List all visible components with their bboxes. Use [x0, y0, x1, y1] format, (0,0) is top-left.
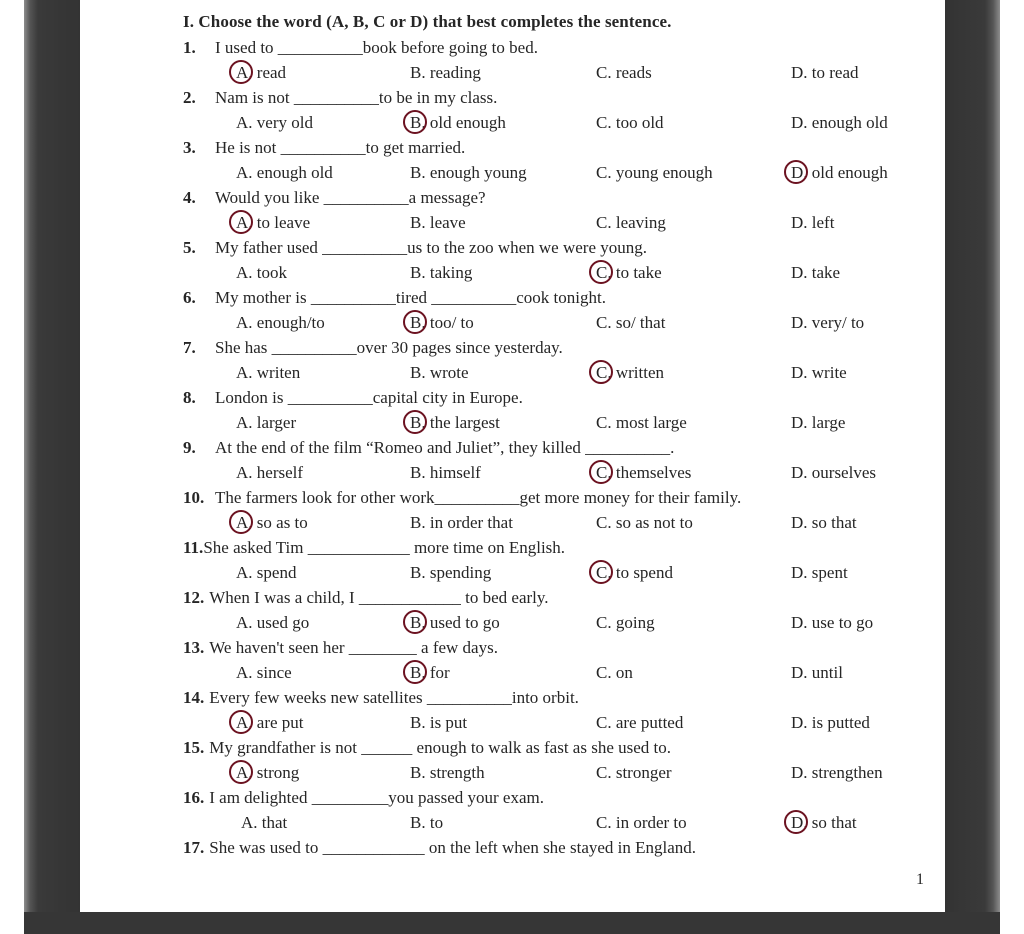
option-letter: C. — [596, 413, 612, 432]
question-text: Nam is not __________to be in my class. — [215, 88, 498, 107]
option-letter: C. — [596, 163, 612, 182]
answer-option[interactable] — [241, 813, 287, 833]
answer-option[interactable] — [791, 313, 864, 333]
option-letter: C. — [596, 763, 612, 782]
option-text: old enough — [429, 113, 506, 132]
question-stem — [183, 338, 563, 358]
option-letter: B. — [410, 763, 426, 782]
option-text: for — [429, 663, 450, 682]
question-text: She was used to ____________ on the left when she stayed in England. — [209, 838, 697, 857]
circled-answer-letter: B. — [410, 663, 426, 682]
answer-option[interactable] — [791, 213, 834, 233]
option-text: to — [429, 813, 444, 832]
option-text: take — [811, 263, 841, 282]
circled-answer-letter: C. — [596, 463, 612, 482]
circled-answer-letter: A. — [236, 713, 253, 732]
option-text: write — [811, 363, 847, 382]
option-text: taking — [429, 263, 473, 282]
option-text: so as to — [256, 513, 308, 532]
circled-answer-letter: B. — [410, 613, 426, 632]
option-letter: D. — [791, 313, 808, 332]
question-text: Every few weeks new satellites __________into orbit. — [209, 688, 579, 707]
option-text: spending — [429, 563, 492, 582]
question-number: 7. — [183, 338, 196, 357]
option-text: so/ that — [615, 313, 666, 332]
question-stem — [183, 838, 696, 858]
question-number: 3. — [183, 138, 196, 157]
option-text: used to go — [429, 613, 500, 632]
answer-option[interactable] — [236, 563, 296, 583]
option-text: large — [811, 413, 846, 432]
option-text: strengthen — [811, 763, 883, 782]
option-letter: A. — [241, 813, 258, 832]
option-letter: D. — [791, 513, 808, 532]
option-text: is putted — [811, 713, 870, 732]
answer-option[interactable] — [236, 463, 303, 483]
option-text: to take — [615, 263, 662, 282]
option-text: to leave — [256, 213, 311, 232]
question-text: He is not __________to get married. — [215, 138, 466, 157]
page-number: 1 — [916, 871, 924, 888]
option-text: to spend — [615, 563, 673, 582]
option-letter: D. — [791, 613, 808, 632]
option-text: left — [811, 213, 835, 232]
option-letter: B. — [410, 363, 426, 382]
option-text: leaving — [615, 213, 666, 232]
section-heading: I. Choose the word (A, B, C or D) that best completes the sentence. — [183, 12, 672, 31]
option-letter: B. — [410, 163, 426, 182]
question-stem — [183, 738, 671, 758]
answer-option[interactable] — [791, 63, 859, 83]
option-text: read — [256, 63, 287, 82]
option-text: in order to — [615, 813, 687, 832]
question-text: The farmers look for other work__________get more money for their family. — [215, 488, 742, 507]
option-text: enough old — [256, 163, 333, 182]
question-text: When I was a child, I ____________ to bed early. — [209, 588, 549, 607]
viewer-frame-left — [24, 0, 80, 934]
option-text: are putted — [615, 713, 684, 732]
answer-option[interactable] — [236, 513, 308, 533]
answer-option[interactable] — [410, 413, 500, 433]
option-letter: A. — [236, 313, 253, 332]
answer-option[interactable] — [596, 463, 691, 483]
option-letter: B. — [410, 713, 426, 732]
answer-option[interactable] — [596, 113, 664, 133]
answer-option[interactable] — [791, 363, 847, 383]
option-letter: A. — [236, 463, 253, 482]
answer-option[interactable] — [410, 263, 472, 283]
option-text: took — [256, 263, 288, 282]
question-text: London is __________capital city in Europe. — [215, 388, 523, 407]
option-letter: D. — [791, 563, 808, 582]
option-letter: C. — [596, 813, 612, 832]
option-letter: A. — [236, 413, 253, 432]
question-number: 6. — [183, 288, 196, 307]
option-letter: A. — [236, 163, 253, 182]
answer-option[interactable] — [236, 163, 333, 183]
circled-answer-letter: A. — [236, 513, 253, 532]
answer-option[interactable] — [236, 713, 304, 733]
option-letter: C. — [596, 613, 612, 632]
option-text: enough/to — [256, 313, 325, 332]
answer-option[interactable] — [596, 713, 683, 733]
question-text: Would you like __________a message? — [215, 188, 486, 207]
option-text: written — [615, 363, 664, 382]
answer-option[interactable] — [410, 463, 481, 483]
answer-option[interactable] — [410, 63, 481, 83]
answer-option[interactable] — [410, 713, 467, 733]
question-text: She has __________over 30 pages since yesterday. — [215, 338, 563, 357]
answer-option[interactable] — [791, 163, 888, 183]
question-stem — [183, 238, 647, 258]
option-text: young enough — [615, 163, 713, 182]
option-text: too/ to — [429, 313, 474, 332]
option-letter: D. — [791, 663, 808, 682]
answer-option[interactable] — [596, 263, 662, 283]
answer-option[interactable] — [596, 813, 687, 833]
question-stem — [183, 38, 538, 58]
answer-option[interactable] — [791, 713, 870, 733]
question-number: 17. — [183, 838, 205, 857]
option-text: himself — [429, 463, 481, 482]
option-text: the largest — [429, 413, 500, 432]
option-text: old enough — [811, 163, 888, 182]
question-text: My mother is __________tired __________cook tonight. — [215, 288, 606, 307]
option-text: enough old — [811, 113, 888, 132]
circled-answer-letter: A. — [236, 213, 253, 232]
option-letter: C. — [596, 663, 612, 682]
option-letter: B. — [410, 463, 426, 482]
question-number: 1. — [183, 38, 196, 57]
option-text: stronger — [615, 763, 672, 782]
option-letter: D. — [791, 363, 808, 382]
option-letter: A. — [236, 663, 253, 682]
answer-option[interactable] — [596, 63, 652, 83]
option-text: reading — [429, 63, 481, 82]
question-text: She asked Tim ____________ more time on English. — [203, 538, 566, 557]
document-page — [80, 0, 945, 912]
answer-option[interactable] — [410, 313, 474, 333]
option-text: herself — [256, 463, 304, 482]
answer-option[interactable] — [791, 663, 843, 683]
question-stem — [183, 388, 523, 408]
question-number: 10. — [183, 488, 205, 507]
option-text: use to go — [811, 613, 874, 632]
option-text: leave — [429, 213, 466, 232]
answer-option[interactable] — [791, 813, 857, 833]
circled-answer-letter: C. — [596, 363, 612, 382]
option-letter: D. — [791, 213, 808, 232]
option-letter: D. — [791, 413, 808, 432]
option-letter: D. — [791, 113, 808, 132]
option-letter: B. — [410, 813, 426, 832]
answer-option[interactable] — [410, 813, 443, 833]
question-stem — [183, 538, 565, 558]
question-number: 4. — [183, 188, 196, 207]
viewer-frame-bottom — [24, 912, 1000, 934]
circled-answer-letter: C. — [596, 563, 612, 582]
answer-option[interactable] — [410, 563, 491, 583]
option-letter: C. — [596, 213, 612, 232]
option-letter: B. — [410, 563, 426, 582]
option-text: going — [615, 613, 655, 632]
answer-option[interactable] — [791, 563, 848, 583]
answer-option[interactable] — [791, 763, 883, 783]
option-text: so that — [811, 813, 857, 832]
answer-option[interactable] — [236, 413, 296, 433]
option-text: that — [261, 813, 288, 832]
answer-option[interactable] — [236, 263, 287, 283]
viewer-frame-right — [945, 0, 1000, 934]
option-text: strength — [429, 763, 485, 782]
question-stem — [183, 188, 486, 208]
option-text: so that — [811, 513, 857, 532]
option-text: themselves — [615, 463, 692, 482]
option-text: on — [615, 663, 633, 682]
option-text: used go — [256, 613, 310, 632]
question-number: 11. — [183, 538, 204, 557]
question-number: 8. — [183, 388, 196, 407]
option-letter: C. — [596, 513, 612, 532]
option-letter: B. — [410, 263, 426, 282]
answer-option[interactable] — [410, 763, 485, 783]
circled-answer-letter: D. — [791, 813, 808, 832]
answer-option[interactable] — [596, 363, 664, 383]
option-text: larger — [256, 413, 297, 432]
question-text: We haven't seen her ________ a few days. — [209, 638, 498, 657]
question-text: At the end of the film “Romeo and Juliet”, they killed __________. — [215, 438, 675, 457]
option-letter: C. — [596, 113, 612, 132]
option-text: to read — [811, 63, 859, 82]
circled-answer-letter: B. — [410, 413, 426, 432]
option-letter: B. — [410, 213, 426, 232]
option-letter: A. — [236, 563, 253, 582]
option-letter: D. — [791, 463, 808, 482]
answer-option[interactable] — [236, 763, 299, 783]
answer-option[interactable] — [791, 613, 873, 633]
answer-option[interactable] — [596, 413, 687, 433]
option-text: until — [811, 663, 843, 682]
question-stem — [183, 438, 674, 458]
option-text: is put — [429, 713, 468, 732]
option-text: enough young — [429, 163, 527, 182]
circled-answer-letter: B. — [410, 313, 426, 332]
option-letter: C. — [596, 63, 612, 82]
question-number: 16. — [183, 788, 205, 807]
answer-option[interactable] — [236, 213, 310, 233]
question-stem — [183, 788, 544, 808]
option-text: wrote — [429, 363, 469, 382]
answer-option[interactable] — [791, 263, 840, 283]
option-text: too old — [615, 113, 664, 132]
question-number: 9. — [183, 438, 196, 457]
answer-option[interactable] — [791, 113, 888, 133]
option-text: ourselves — [811, 463, 876, 482]
answer-option[interactable] — [791, 413, 845, 433]
option-letter: D. — [791, 713, 808, 732]
answer-option[interactable] — [596, 613, 655, 633]
answer-option[interactable] — [410, 613, 500, 633]
option-text: reads — [615, 63, 652, 82]
question-stem — [183, 688, 579, 708]
option-letter: C. — [596, 313, 612, 332]
question-text: I am delighted _________you passed your exam. — [209, 788, 544, 807]
option-letter: C. — [596, 713, 612, 732]
option-letter: D. — [791, 763, 808, 782]
option-letter: A. — [236, 363, 253, 382]
question-number: 5. — [183, 238, 196, 257]
option-text: so as not to — [615, 513, 693, 532]
question-number: 2. — [183, 88, 196, 107]
option-text: in order that — [429, 513, 513, 532]
answer-option[interactable] — [410, 213, 466, 233]
option-text: very/ to — [811, 313, 865, 332]
option-text: strong — [256, 763, 300, 782]
answer-option[interactable] — [236, 613, 309, 633]
answer-option[interactable] — [596, 663, 633, 683]
option-text: spent — [811, 563, 848, 582]
answer-option[interactable] — [236, 663, 292, 683]
answer-option[interactable] — [791, 513, 857, 533]
answer-option[interactable] — [410, 513, 513, 533]
answer-option[interactable] — [596, 163, 713, 183]
option-letter: A. — [236, 113, 253, 132]
answer-option[interactable] — [596, 313, 665, 333]
option-text: spend — [256, 563, 297, 582]
answer-option[interactable] — [596, 513, 693, 533]
answer-option[interactable] — [596, 563, 673, 583]
option-text: writen — [256, 363, 301, 382]
answer-option[interactable] — [596, 763, 672, 783]
option-letter: D. — [791, 63, 808, 82]
answer-option[interactable] — [410, 163, 527, 183]
option-text: very old — [256, 113, 313, 132]
option-letter: A. — [236, 613, 253, 632]
option-letter: B. — [410, 63, 426, 82]
question-number: 13. — [183, 638, 205, 657]
question-text: My father used __________us to the zoo when we were young. — [215, 238, 647, 257]
circled-answer-letter: A. — [236, 763, 253, 782]
answer-option[interactable] — [236, 63, 286, 83]
answer-option[interactable] — [791, 463, 876, 483]
circled-answer-letter: D. — [791, 163, 808, 182]
answer-option[interactable] — [236, 313, 325, 333]
option-letter: D. — [791, 263, 808, 282]
circled-answer-letter: C. — [596, 263, 612, 282]
answer-option[interactable] — [410, 663, 450, 683]
answer-option[interactable] — [236, 363, 300, 383]
question-stem — [183, 138, 465, 158]
answer-option[interactable] — [410, 363, 469, 383]
option-letter: A. — [236, 263, 253, 282]
question-stem — [183, 588, 549, 608]
option-text: are put — [256, 713, 304, 732]
answer-option[interactable] — [236, 113, 313, 133]
option-text: since — [256, 663, 292, 682]
question-stem — [183, 638, 498, 658]
question-text: I used to __________book before going to bed. — [215, 38, 538, 57]
question-stem — [183, 488, 741, 508]
option-text: most large — [615, 413, 687, 432]
option-letter: B. — [410, 513, 426, 532]
circled-answer-letter: A. — [236, 63, 253, 82]
circled-answer-letter: B. — [410, 113, 426, 132]
question-stem — [183, 88, 497, 108]
answer-option[interactable] — [410, 113, 506, 133]
question-stem — [183, 288, 606, 308]
answer-option[interactable] — [596, 213, 666, 233]
question-number: 14. — [183, 688, 205, 707]
question-number: 12. — [183, 588, 205, 607]
question-text: My grandfather is not ______ enough to walk as fast as she used to. — [209, 738, 671, 757]
question-number: 15. — [183, 738, 205, 757]
